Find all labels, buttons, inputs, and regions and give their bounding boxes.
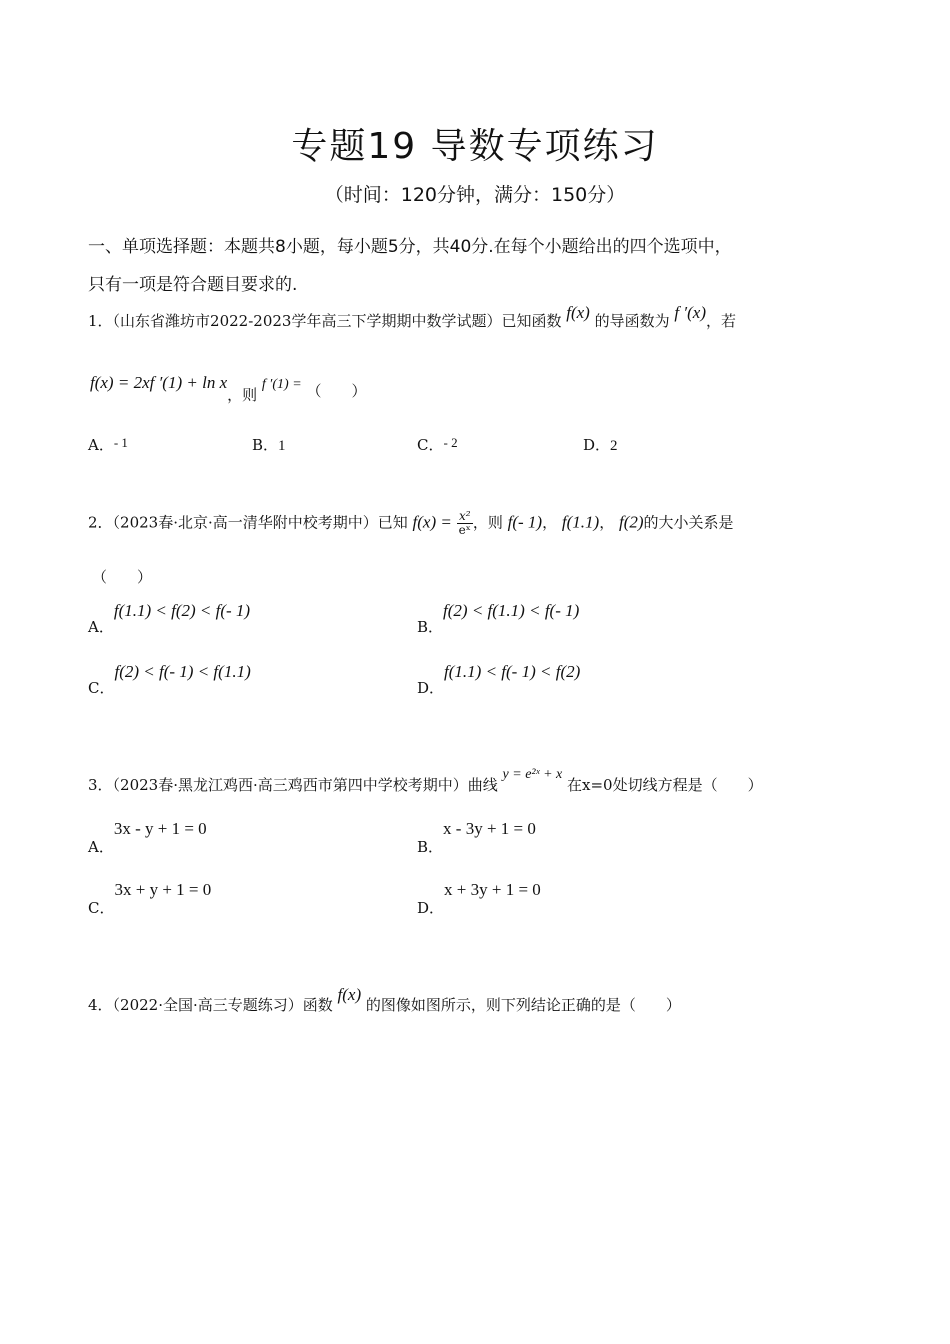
option-b[interactable]: B．1	[252, 436, 286, 454]
question-text: 的大小关系是	[643, 513, 734, 532]
answer-paren: （ ）	[92, 568, 153, 586]
curve-expression: y = e²ˣ + x	[502, 767, 563, 782]
option-d[interactable]: D．x + 3y + 1 = 0	[417, 880, 541, 917]
value-f-neg1: f(- 1)	[507, 512, 543, 532]
question-text: ，则	[227, 386, 258, 404]
question-1-equation-line	[90, 372, 367, 404]
function-fx: f(x)	[566, 303, 590, 322]
option-d[interactable]: D．f(1.1) < f(- 1) < f(2)	[417, 662, 581, 697]
question-text: 在x=0处切线方程是（ ）	[567, 776, 763, 794]
value-f-1-1: f(1.1)	[561, 512, 600, 532]
option-a[interactable]: A．- 1	[88, 435, 128, 454]
option-d[interactable]: D．2	[583, 436, 618, 454]
page-subtitle: （时间：120分钟，满分：150分）	[324, 184, 626, 206]
option-b[interactable]: B．x - 3y + 1 = 0	[417, 819, 536, 856]
question-3-stem	[88, 767, 763, 795]
question-number: 3．	[88, 776, 113, 794]
question-source: （2023春·北京·高一清华附中校考期中）已知	[112, 513, 408, 532]
question-source: （2022·全国·高三专题练习）函数	[112, 996, 333, 1014]
option-c[interactable]: C．- 2	[417, 435, 458, 454]
question-text: 的导函数为	[594, 312, 670, 330]
question-number: 4．	[88, 996, 113, 1014]
question-4-stem	[88, 985, 681, 1015]
function-fx: f(x)	[337, 985, 362, 1004]
option-a[interactable]: A．f(1.1) < f(2) < f(- 1)	[88, 601, 251, 636]
function-fx: f(x) =	[412, 512, 452, 532]
question-number: 1．	[88, 312, 113, 330]
question-1-stem	[88, 303, 736, 331]
question-source: （山东省潍坊市2022-2023学年高三下学期期中数学试题）已知函数	[112, 312, 562, 330]
section-heading-line2: 只有一项是符合题目要求的.	[88, 275, 298, 295]
answer-paren: （ ）	[306, 382, 367, 400]
section-heading-line1: 一、单项选择题：本题共8小题，每小题5分，共40分.在每个小题给出的四个选项中，	[88, 237, 732, 257]
equation: f(x) = 2xf ′(1) + ln x	[90, 373, 228, 392]
question-2-stem: 2．（2023春·北京·高一清华附中校考期中）已知 f(x) = $\frac{\text{x²}}{\text{eˣ}}$ ，则 f(- 1)， f(1.1)， f(2)的大小关系是	[88, 509, 734, 537]
option-c[interactable]: C．3x + y + 1 = 0	[88, 880, 212, 917]
question-source: （2023春·黑龙江鸡西·高三鸡西市第四中学校考期中）曲线	[112, 776, 498, 794]
option-b[interactable]: B．f(2) < f(1.1) < f(- 1)	[417, 601, 580, 636]
question-text: ，则	[472, 513, 503, 532]
page-title: 专题19 导数专项练习	[291, 126, 659, 167]
value-f-2: f(2)	[618, 512, 644, 532]
question-text: 的图像如图所示，则下列结论正确的是（ ）	[365, 996, 681, 1014]
derivative-fx: f ′(x)	[674, 303, 706, 322]
ask-expression: f ′(1) =	[261, 377, 302, 392]
option-a[interactable]: A．3x - y + 1 = 0	[88, 819, 207, 856]
question-number: 2．	[88, 513, 113, 532]
fraction: $\frac{\text{x²}}{\text{eˣ}}$	[458, 509, 471, 537]
question-text: ，若	[705, 312, 736, 330]
option-c[interactable]: C．f(2) < f(- 1) < f(1.1)	[88, 662, 251, 697]
